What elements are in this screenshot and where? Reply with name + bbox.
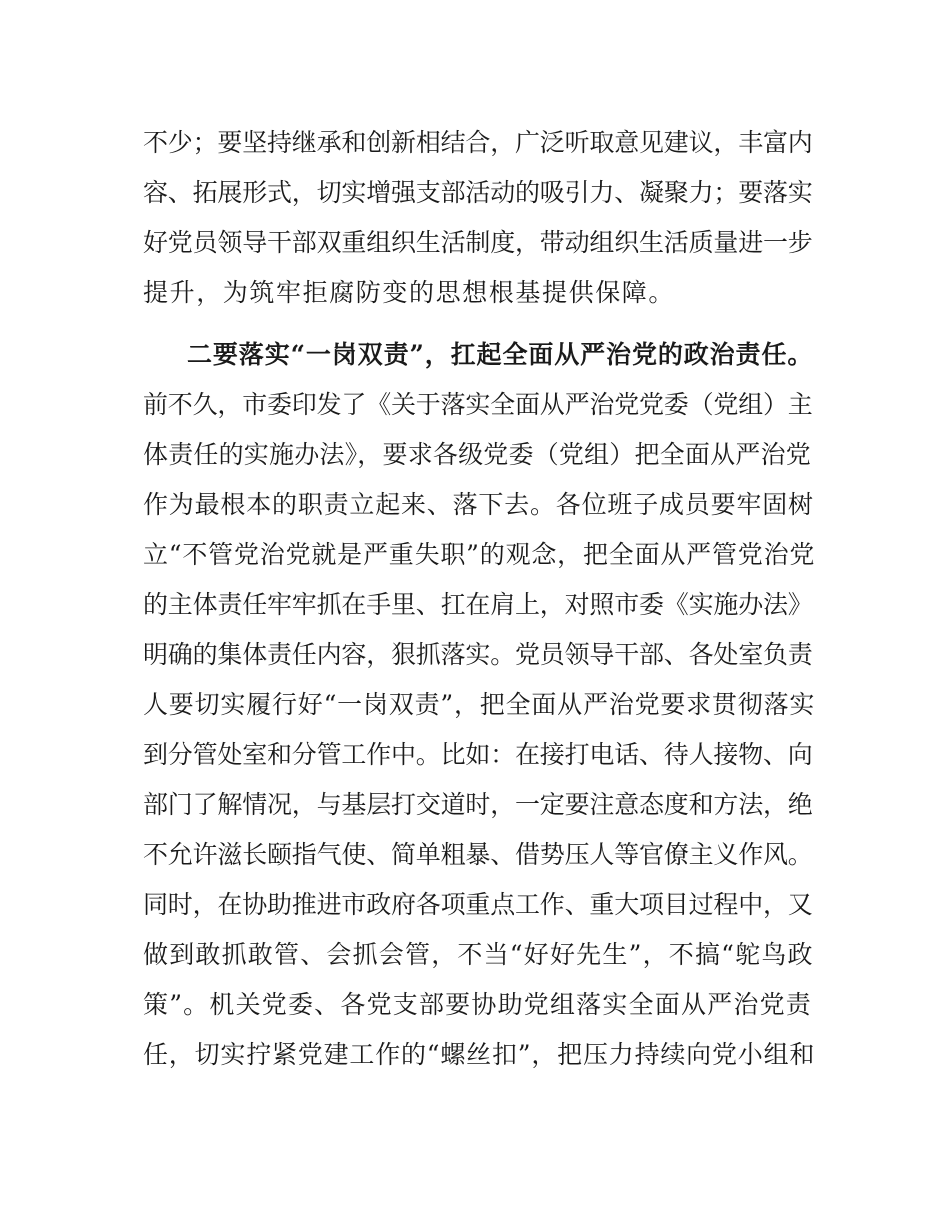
paragraph-line: 不少；要坚持继承和创新相结合，广泛听取意见建议，丰富内 xyxy=(143,128,813,157)
paragraph-line: 容、拓展形式，切实增强支部活动的吸引力、凝聚力；要落实 xyxy=(143,178,813,207)
paragraph-line: 人要切实履行好“一岗双责”，把全面从严治党要求贯彻落实 xyxy=(143,690,816,719)
section-heading: 二要落实“一岗双责”，扛起全面从严治党的政治责任。 xyxy=(187,340,814,369)
paragraph-line: 不允许滋长颐指气使、简单粗暴、借势压人等官僚主义作风。 xyxy=(143,840,813,869)
paragraph-line: 同时，在协助推进市政府各项重点工作、重大项目过程中，又 xyxy=(143,890,813,919)
paragraph-line: 前不久，市委印发了《关于落实全面从严治党党委（党组）主 xyxy=(143,390,813,419)
paragraph-line: 策”。机关党委、各党支部要协助党组落实全面从严治党责 xyxy=(143,990,812,1019)
paragraph-line: 到分管处室和分管工作中。比如：在接打电话、待人接物、向 xyxy=(143,740,813,769)
paragraph-line: 提升，为筑牢拒腐防变的思想根基提供保障。 xyxy=(143,278,676,307)
paragraph-line: 立“不管党治党就是严重失职”的观念，把全面从严管党治党 xyxy=(143,540,816,569)
paragraph-line: 作为最根本的职责立起来、落下去。各位班子成员要牢固树 xyxy=(143,490,814,519)
paragraph-line: 明确的集体责任内容，狠抓落实。党员领导干部、各处室负责 xyxy=(143,640,813,669)
paragraph-line: 任，切实拧紧党建工作的“螺丝扣”，把压力持续向党小组和 xyxy=(143,1040,816,1069)
paragraph-line: 做到敢抓敢管、会抓会管，不当“好好先生”，不搞“鸵鸟政 xyxy=(143,940,814,969)
paragraph-line: 部门了解情况，与基层打交道时，一定要注意态度和方法，绝 xyxy=(143,790,813,819)
paragraph-line: 的主体责任牢牢抓在手里、扛在肩上，对照市委《实施办法》 xyxy=(143,590,813,619)
paragraph-line: 好党员领导干部双重组织生活制度，带动组织生活质量进一步 xyxy=(143,228,813,257)
paragraph-line: 体责任的实施办法》，要求各级党委（党组）把全面从严治党 xyxy=(143,440,811,469)
